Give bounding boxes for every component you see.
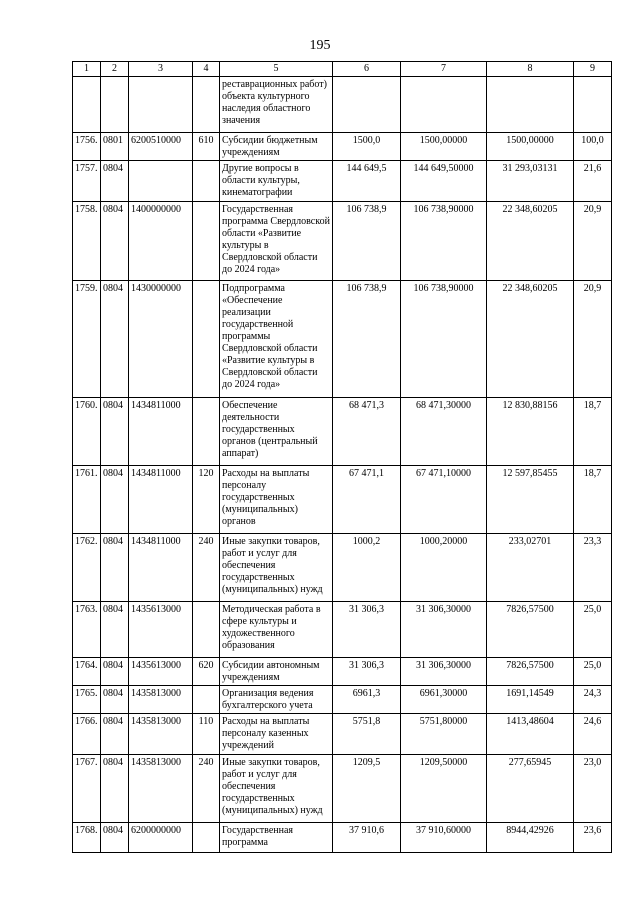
table-row	[73, 466, 612, 534]
section-code: 0804	[101, 658, 129, 686]
refined-plan-amount: 6961,30000	[401, 686, 487, 714]
column-header: 1	[73, 62, 101, 77]
row-number: 1764.	[73, 658, 101, 686]
table-row	[73, 281, 612, 398]
refined-plan-amount: 106 738,90000	[401, 202, 487, 281]
refined-plan-amount: 1209,50000	[401, 755, 487, 823]
target-article-code: 1400000000	[129, 202, 193, 281]
expense-type-code: 610	[193, 133, 220, 161]
expense-name: Иные закупки товаров, работ и услуг для обеспечения государственных (муниципальных) нужд	[220, 755, 333, 823]
header-row	[73, 62, 612, 77]
execution-percent: 20,9	[574, 202, 612, 281]
plan-amount: 144 649,5	[333, 161, 401, 202]
section-code: 0804	[101, 281, 129, 398]
row-number: 1763.	[73, 602, 101, 658]
row-number: 1760.	[73, 398, 101, 466]
table-row	[73, 398, 612, 466]
table-row	[73, 755, 612, 823]
row-number: 1756.	[73, 133, 101, 161]
section-code: 0804	[101, 823, 129, 853]
section-code: 0804	[101, 755, 129, 823]
executed-amount: 12 597,85455	[487, 466, 574, 534]
column-header: 5	[220, 62, 333, 77]
section-code: 0804	[101, 686, 129, 714]
column-header: 4	[193, 62, 220, 77]
execution-percent: 23,3	[574, 534, 612, 602]
table-row	[73, 202, 612, 281]
execution-percent: 24,6	[574, 714, 612, 755]
plan-amount: 6961,3	[333, 686, 401, 714]
page-number: 195	[309, 38, 331, 53]
plan-amount: 1000,2	[333, 534, 401, 602]
row-number: 1766.	[73, 714, 101, 755]
table-row	[73, 161, 612, 202]
expense-name: Государственная программа	[220, 823, 333, 853]
table-row	[73, 133, 612, 161]
target-article-code: 1435813000	[129, 686, 193, 714]
section-code	[101, 77, 129, 133]
expense-name: Другие вопросы в области культуры, кинематографии	[220, 161, 333, 202]
execution-percent: 24,3	[574, 686, 612, 714]
executed-amount: 7826,57500	[487, 658, 574, 686]
execution-percent: 25,0	[574, 602, 612, 658]
target-article-code: 1435613000	[129, 658, 193, 686]
expense-name: Организация ведения бухгалтерского учета	[220, 686, 333, 714]
plan-amount: 68 471,3	[333, 398, 401, 466]
plan-amount: 67 471,1	[333, 466, 401, 534]
refined-plan-amount: 5751,80000	[401, 714, 487, 755]
refined-plan-amount: 67 471,10000	[401, 466, 487, 534]
expense-name: Обеспечение деятельности государственных органов (центральный аппарат)	[220, 398, 333, 466]
column-header: 7	[401, 62, 487, 77]
column-header: 2	[101, 62, 129, 77]
column-header: 3	[129, 62, 193, 77]
execution-percent: 23,0	[574, 755, 612, 823]
expense-name: Иные закупки товаров, работ и услуг для обеспечения государственных (муниципальных) нужд	[220, 534, 333, 602]
expense-type-code: 240	[193, 534, 220, 602]
plan-amount: 1209,5	[333, 755, 401, 823]
execution-percent: 18,7	[574, 398, 612, 466]
target-article-code: 6200510000	[129, 133, 193, 161]
executed-amount: 7826,57500	[487, 602, 574, 658]
refined-plan-amount: 106 738,90000	[401, 281, 487, 398]
row-number: 1767.	[73, 755, 101, 823]
expense-name: Методическая работа в сфере культуры и художественного образования	[220, 602, 333, 658]
table-row	[73, 77, 612, 133]
target-article-code: 1434811000	[129, 534, 193, 602]
executed-amount: 31 293,03131	[487, 161, 574, 202]
expense-name: Субсидии бюджетным учреждениям	[220, 133, 333, 161]
column-header: 6	[333, 62, 401, 77]
plan-amount: 1500,0	[333, 133, 401, 161]
expense-type-code: 120	[193, 466, 220, 534]
expense-name: Субсидии автономным учреждениям	[220, 658, 333, 686]
execution-percent: 18,7	[574, 466, 612, 534]
table-row	[73, 658, 612, 686]
target-article-code: 1435813000	[129, 714, 193, 755]
target-article-code: 1435813000	[129, 755, 193, 823]
row-number: 1759.	[73, 281, 101, 398]
plan-amount: 106 738,9	[333, 202, 401, 281]
refined-plan-amount: 68 471,30000	[401, 398, 487, 466]
plan-amount: 5751,8	[333, 714, 401, 755]
expense-type-code	[193, 281, 220, 398]
refined-plan-amount: 144 649,50000	[401, 161, 487, 202]
expense-type-code	[193, 77, 220, 133]
executed-amount: 277,65945	[487, 755, 574, 823]
expense-name: реставрационных работ) объекта культурного наследия областного значения	[220, 77, 333, 133]
target-article-code	[129, 161, 193, 202]
expense-name: Расходы на выплаты персоналу государственных (муниципальных) органов	[220, 466, 333, 534]
expense-type-code	[193, 823, 220, 853]
row-number: 1761.	[73, 466, 101, 534]
row-number: 1757.	[73, 161, 101, 202]
executed-amount: 1691,14549	[487, 686, 574, 714]
expense-type-code	[193, 202, 220, 281]
section-code: 0804	[101, 466, 129, 534]
section-code: 0804	[101, 161, 129, 202]
table-row	[73, 534, 612, 602]
table-row	[73, 714, 612, 755]
execution-percent: 25,0	[574, 658, 612, 686]
refined-plan-amount: 1000,20000	[401, 534, 487, 602]
executed-amount: 1500,00000	[487, 133, 574, 161]
target-article-code	[129, 77, 193, 133]
expense-type-code: 110	[193, 714, 220, 755]
section-code: 0801	[101, 133, 129, 161]
refined-plan-amount	[401, 77, 487, 133]
plan-amount: 31 306,3	[333, 602, 401, 658]
plan-amount	[333, 77, 401, 133]
plan-amount: 37 910,6	[333, 823, 401, 853]
expense-type-code	[193, 398, 220, 466]
row-number: 1765.	[73, 686, 101, 714]
expense-name: Подпрограмма «Обеспечение реализации государственной программы Свердловской области «Развитие культуры в Свердловской области до 2024 года»	[220, 281, 333, 398]
executed-amount: 12 830,88156	[487, 398, 574, 466]
refined-plan-amount: 31 306,30000	[401, 602, 487, 658]
row-number: 1758.	[73, 202, 101, 281]
plan-amount: 106 738,9	[333, 281, 401, 398]
execution-percent: 20,9	[574, 281, 612, 398]
table-row	[73, 823, 612, 853]
target-article-code: 1434811000	[129, 398, 193, 466]
target-article-code: 1435613000	[129, 602, 193, 658]
plan-amount: 31 306,3	[333, 658, 401, 686]
expense-name: Государственная программа Свердловской области «Развитие культуры в Свердловской области до 2024 года»	[220, 202, 333, 281]
target-article-code: 6200000000	[129, 823, 193, 853]
execution-percent: 21,6	[574, 161, 612, 202]
target-article-code: 1434811000	[129, 466, 193, 534]
execution-percent: 100,0	[574, 133, 612, 161]
executed-amount: 22 348,60205	[487, 281, 574, 398]
executed-amount	[487, 77, 574, 133]
column-header: 8	[487, 62, 574, 77]
refined-plan-amount: 37 910,60000	[401, 823, 487, 853]
refined-plan-amount: 1500,00000	[401, 133, 487, 161]
table-row	[73, 602, 612, 658]
budget-table	[72, 61, 612, 853]
expense-type-code: 240	[193, 755, 220, 823]
section-code: 0804	[101, 202, 129, 281]
executed-amount: 1413,48604	[487, 714, 574, 755]
section-code: 0804	[101, 534, 129, 602]
expense-name: Расходы на выплаты персоналу казенных учреждений	[220, 714, 333, 755]
executed-amount: 22 348,60205	[487, 202, 574, 281]
refined-plan-amount: 31 306,30000	[401, 658, 487, 686]
section-code: 0804	[101, 602, 129, 658]
row-number	[73, 77, 101, 133]
row-number: 1762.	[73, 534, 101, 602]
execution-percent: 23,6	[574, 823, 612, 853]
expense-type-code: 620	[193, 658, 220, 686]
row-number: 1768.	[73, 823, 101, 853]
section-code: 0804	[101, 714, 129, 755]
expense-type-code	[193, 602, 220, 658]
expense-type-code	[193, 161, 220, 202]
execution-percent	[574, 77, 612, 133]
target-article-code: 1430000000	[129, 281, 193, 398]
table-row	[73, 686, 612, 714]
executed-amount: 8944,42926	[487, 823, 574, 853]
section-code: 0804	[101, 398, 129, 466]
expense-type-code	[193, 686, 220, 714]
column-header: 9	[574, 62, 612, 77]
executed-amount: 233,02701	[487, 534, 574, 602]
